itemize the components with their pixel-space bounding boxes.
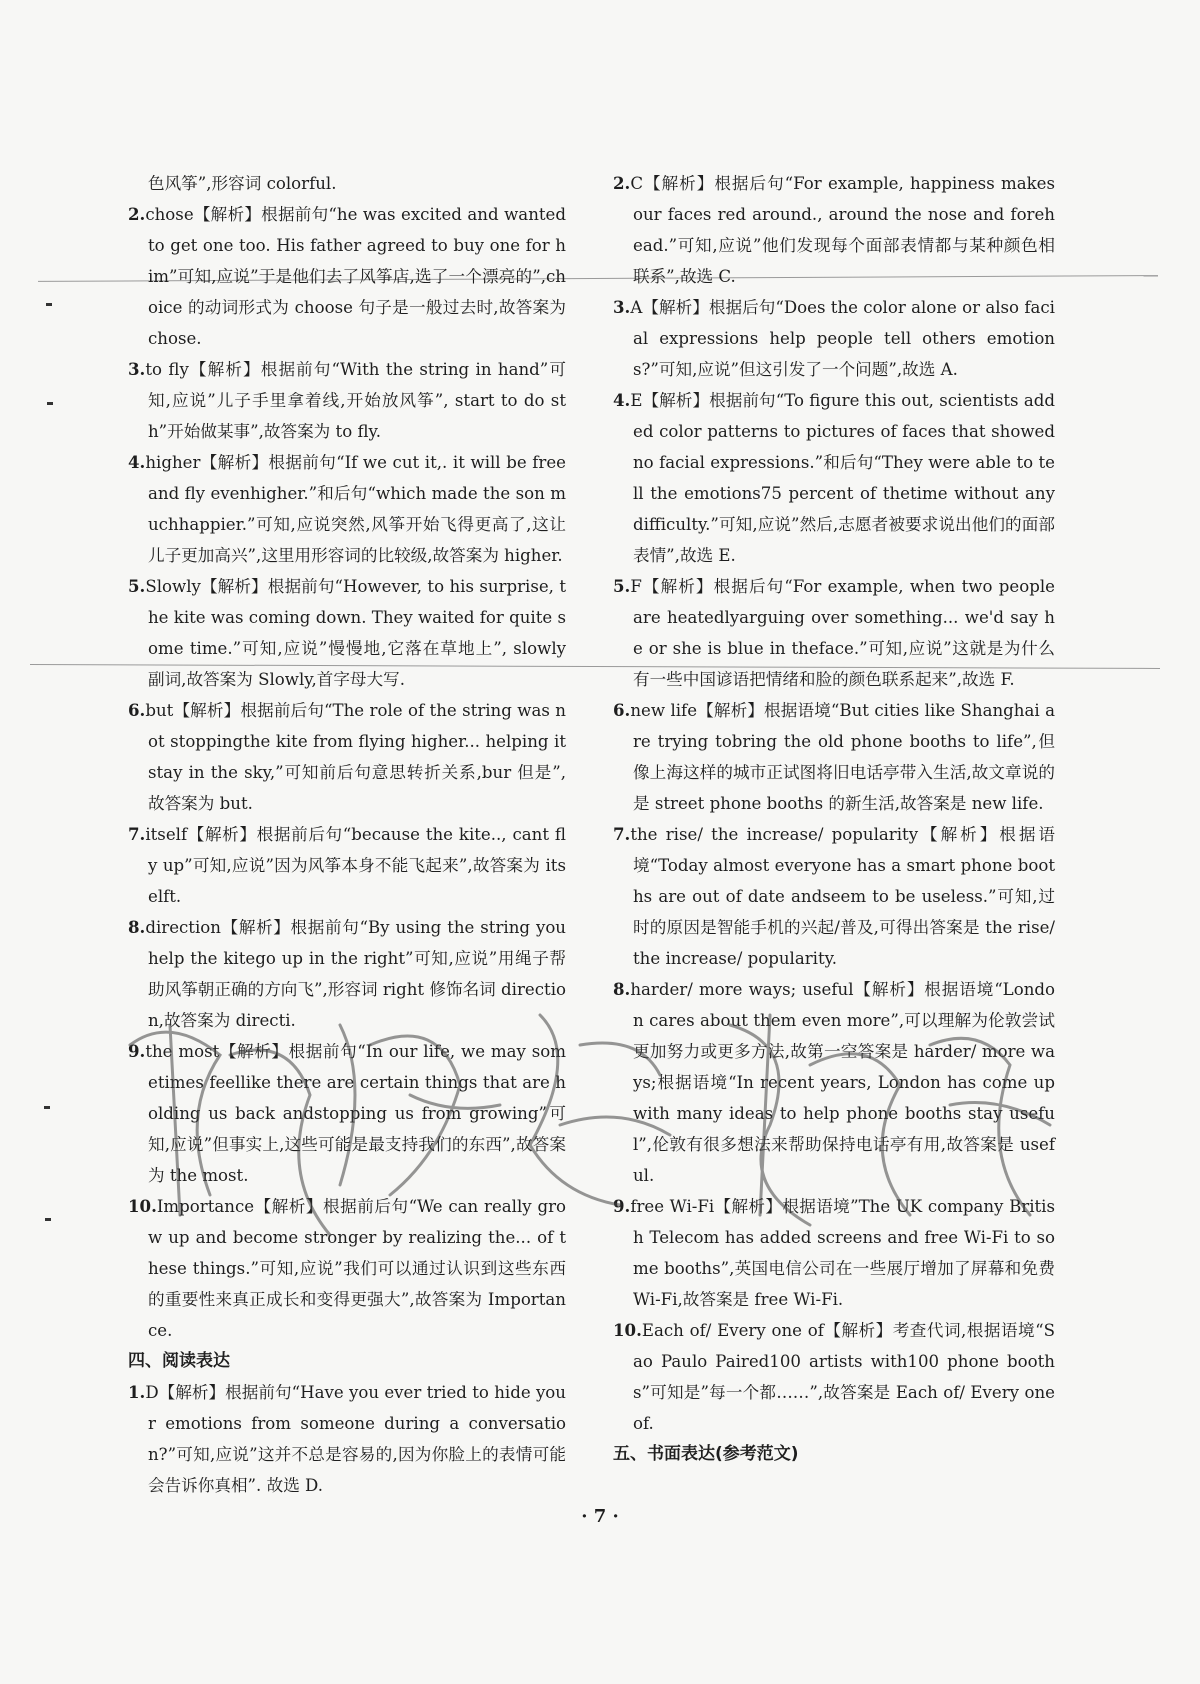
item-number: 9. <box>128 1041 146 1061</box>
item-text: E【解析】根据前句“To figure this out, scientists added color patterns to pictures of faces that showed no facial expressions.”和后句“They were able to tell the emotions75 percent of thetime without any difficulty.”可知,应说”然后,志愿者被要求说出他们的面部表情”,故选 E. <box>630 391 1055 565</box>
item-text: 色风筝”,形容词 colorful. <box>148 174 337 193</box>
answer-item <box>128 199 566 354</box>
answer-item <box>613 292 1055 385</box>
item-text: F【解析】根据后句“For example, when two people are heatedlyarguing over something... we'd say he or she is blue in theface.”可知,应说”这就是为什么有一些中国谚语把情绪和脸的颜色联系起来”,故选 F. <box>630 577 1055 689</box>
item-number: 9. <box>613 1196 631 1216</box>
item-number: 6. <box>613 700 631 720</box>
item-text: harder/ more ways; useful【解析】根据语境“London cares about them even more”,可以理解为伦敦尝试更加努力或更多方法,故第一空答案是 harder/ more ways;根据语境“In recent years, London has come up with many ideas to help phone booths stay useful”,伦敦有很多想法来帮助保持电话亭有用,故答案是 useful. <box>630 980 1055 1185</box>
item-text: chose【解析】根据前句“he was excited and wanted to get one too. His father agreed to buy one for him”可知,应说”于是他们去了风筝店,选了一个漂亮的”,choice 的动词形式为 choose 句子是一般过去时,故答案为 chose. <box>145 205 566 348</box>
item-text: direction【解析】根据前句“By using the string you help the kitego up in the right”可知,应说”用绳子帮助风筝朝正确的方向飞”,形容词 right 修饰名词 direction,故答案为 directi. <box>145 918 566 1030</box>
answer-item <box>128 819 566 912</box>
watermark-calligraphy <box>110 985 1070 1245</box>
item-number: 7. <box>613 824 631 844</box>
answer-item <box>128 354 566 447</box>
item-number: 4. <box>128 452 146 472</box>
answer-item <box>613 695 1055 819</box>
answer-item <box>128 1377 566 1501</box>
item-number: 3. <box>128 359 146 379</box>
item-number: 1. <box>128 1382 146 1402</box>
item-number: 2. <box>613 173 631 193</box>
item-text: D【解析】根据前句“Have you ever tried to hide your emotions from someone during a conversation?”可知,应说”这并不总是容易的,因为你脸上的表情可能会告诉你真相”. 故选 D. <box>145 1383 566 1495</box>
page-number: · 7 · <box>581 1506 619 1527</box>
answer-item <box>128 571 566 695</box>
item-number: 8. <box>613 979 631 999</box>
binding-mark <box>44 1106 50 1109</box>
item-text: the most【解析】根据前句“In our life, we may sometimes feellike there are certain things that are holding us back andstopping us from growing”可知,应说”但事实上,这些可能是最支持我们的东西”,故答案为 the most. <box>145 1042 566 1185</box>
item-text: Each of/ Every one of【解析】考查代词,根据语境“Sao Paulo Paired100 artists with100 phone booths”可知是”每一个都……”,故答案是 Each of/ Every one of. <box>633 1321 1055 1433</box>
item-text: A【解析】根据后句“Does the color alone or also facial expressions help people tell others emotions?”可知,应说”但这引发了一个问题”,故选 A. <box>630 298 1055 379</box>
answer-item <box>613 385 1055 571</box>
binding-mark <box>45 1218 51 1221</box>
item-number: 10. <box>128 1196 157 1216</box>
item-text: C【解析】根据后句“For example, happiness makes our faces red around., around the nose and forehead.”可知,应说”他们发现每个面部表情都与某种颜色相联系”,故选 C. <box>630 174 1055 286</box>
item-text: to fly【解析】根据前句“With the string in hand”可知,应说”儿子手里拿着线,开始放风筝”, start to do sth”开始做某事”,故答案为 to fly. <box>145 360 566 441</box>
answer-item <box>128 447 566 571</box>
item-text: new life【解析】根据语境“But cities like Shanghai are trying tobring the old phone booths to life”,但像上海这样的城市正试图将旧电话亭带入生活,故文章说的是 street phone booths 的新生活,故答案是 new life. <box>630 701 1055 813</box>
item-number: 5. <box>613 576 631 596</box>
answer-item <box>128 168 566 199</box>
item-text: but【解析】根据前后句“The role of the string was not stoppingthe kite from flying higher... helping it stay in the sky,”可知前后句意思转折关系,bur 但是”,故答案为 but. <box>145 701 566 813</box>
binding-mark <box>46 303 52 306</box>
item-number: 4. <box>613 390 631 410</box>
answer-item <box>613 168 1055 292</box>
right-column <box>613 168 1055 1470</box>
section-heading: 四、阅读表达 <box>128 1351 230 1371</box>
answer-item <box>613 819 1055 974</box>
item-number: 2. <box>128 204 146 224</box>
item-text: itself【解析】根据前后句“because the kite.., cant fly up”可知,应说”因为风筝本身不能飞起来”,故答案为 itselft. <box>145 825 566 906</box>
section-heading: 五、书面表达(参考范文) <box>613 1444 799 1464</box>
answer-item <box>613 571 1055 695</box>
item-number: 10. <box>613 1320 642 1340</box>
item-number: 7. <box>128 824 146 844</box>
item-text: Slowly【解析】根据前句“However, to his surprise, the kite was coming down. They waited for quite some time.”可知,应说”慢慢地,它落在草地上”, slowly 副词,故答案为 Slowly,首字母大写. <box>145 577 567 689</box>
item-number: 8. <box>128 917 146 937</box>
binding-mark <box>47 402 53 405</box>
item-number: 5. <box>128 576 146 596</box>
answer-item <box>128 695 566 819</box>
left-column <box>128 168 566 1501</box>
item-text: Importance【解析】根据前后句“We can really grow up and become stronger by realizing the... of these things.”可知,应说”我们可以通过认识到这些东西的重要性来真正成长和变得更强大”,故答案为 Importance. <box>148 1197 566 1340</box>
item-number: 6. <box>128 700 146 720</box>
item-text: the rise/ the increase/ popularity【解析】根据语境“Today almost everyone has a smart phone booths are out of date andseem to be useless.”可知,过时的原因是智能手机的兴起/普及,可得出答案是 the rise/ the increase/ popularity. <box>630 825 1055 968</box>
item-number: 3. <box>613 297 631 317</box>
item-text: free Wi-Fi【解析】根据语境”The UK company British Telecom has added screens and free Wi-Fi to some booths”,英国电信公司在一些展厅增加了屏幕和免费 Wi-Fi,故答案是 free Wi-Fi. <box>630 1197 1055 1309</box>
answer-item <box>613 1315 1055 1439</box>
item-text: higher【解析】根据前句“If we cut it,. it will be free and fly evenhigher.”和后句“which made the son muchhappier.”可知,应说突然,风筝开始飞得更高了,这让儿子更加高兴”,这里用形容词的比较级,故答案为 higher. <box>145 453 566 565</box>
